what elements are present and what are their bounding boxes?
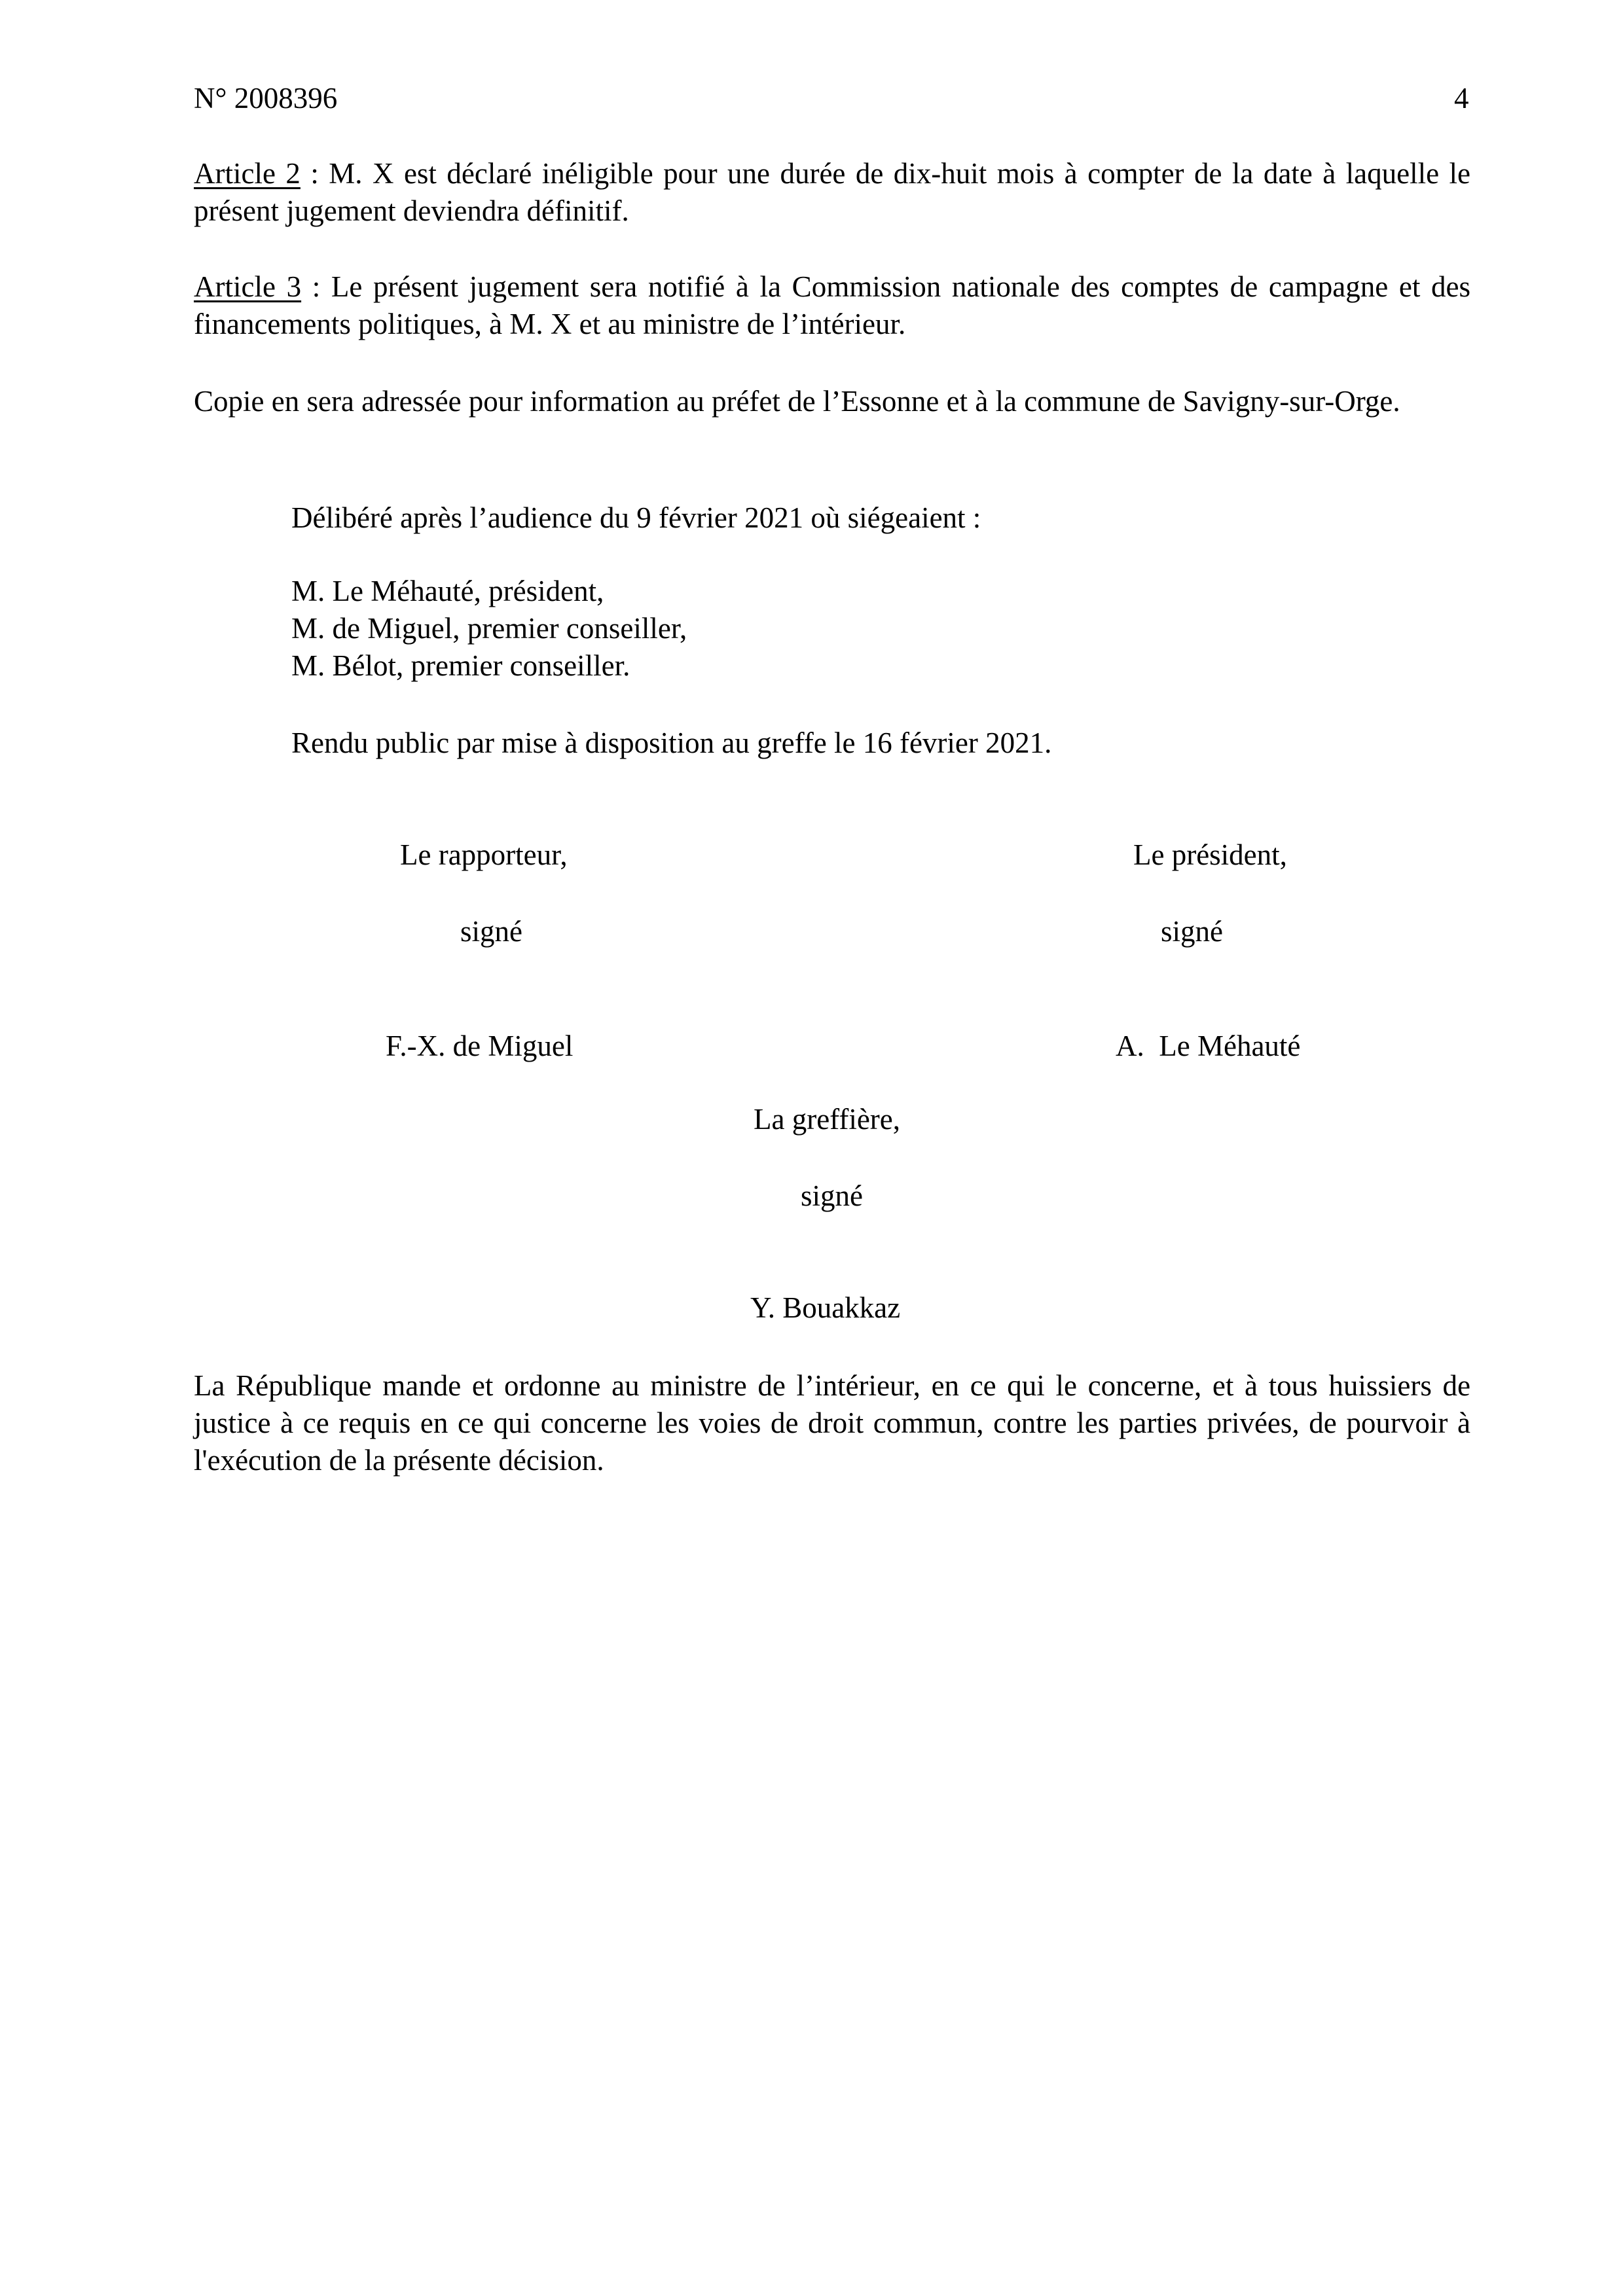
- executory-formula: La République mande et ordonne au ministre de l’intérieur, en ce qui le concerne, et à tous huissiers de justice à ce requis en ce qui concerne les voies de droit commun, contre les parties privées, de pourvoir à l'exécution de la présente décision.: [194, 1369, 1470, 1477]
- article-2-text: M. X est déclaré inéligible pour une durée de dix-huit mois à compter de la date à laquelle le présent jugement deviendra définitif.: [194, 157, 1470, 227]
- case-number: N° 2008396: [194, 82, 338, 115]
- article-3-text: Le présent jugement sera notifié à la Commission nationale des comptes de campagne et des financements politiques, à M. X et au ministre de l’intérieur.: [194, 270, 1470, 340]
- president-name: A. Le Méhauté: [1116, 1030, 1301, 1062]
- article-3-separator: :: [301, 270, 331, 303]
- rapporteur-signed: signé: [460, 915, 522, 948]
- page-number: 4: [1454, 82, 1469, 115]
- rapporteur-role: Le rapporteur,: [400, 838, 568, 871]
- greffiere-role: La greffière,: [754, 1103, 901, 1136]
- public-release: Rendu public par mise à disposition au greffe le 16 février 2021.: [291, 726, 1052, 759]
- member-item: M. Le Méhauté, président,: [291, 575, 604, 607]
- article-2-separator: :: [300, 157, 329, 190]
- article-3-label: Article 3: [194, 270, 302, 303]
- greffiere-signed: signé: [801, 1179, 863, 1212]
- president-role: Le président,: [1133, 838, 1287, 871]
- copy-notice: Copie en sera adressée pour information au préfet de l’Essonne et à la commune de Savigny-sur-Orge.: [194, 385, 1400, 418]
- member-item: M. Bélot, premier conseiller.: [291, 649, 630, 682]
- article-3: [194, 268, 1470, 343]
- greffiere-name: Y. Bouakkaz: [750, 1291, 901, 1324]
- article-2: [194, 155, 1470, 230]
- president-signed: signé: [1161, 915, 1223, 948]
- deliberation-intro: Délibéré après l’audience du 9 février 2021 où siégeaient :: [291, 501, 981, 534]
- article-2-label: Article 2: [194, 157, 301, 190]
- members-list: [291, 573, 687, 685]
- rapporteur-name: F.-X. de Miguel: [386, 1030, 574, 1062]
- member-item: M. de Miguel, premier conseiller,: [291, 612, 687, 645]
